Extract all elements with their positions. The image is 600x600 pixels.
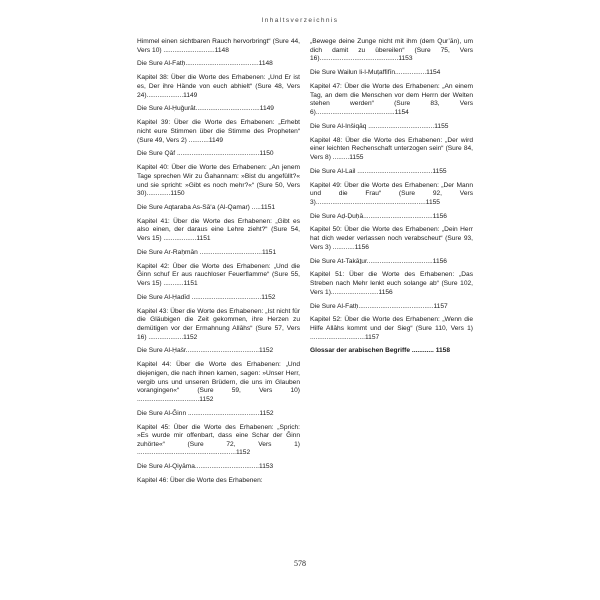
toc-entry: Kapitel 50: Über die Worte des Erhabenen: „Dein Herr hat dich weder verlassen noch verabscheut“ (Sure 93, Vers 3) ............1156	[310, 226, 473, 251]
toc-entry: Die Sure Al-Lail .........................................1155	[310, 167, 447, 175]
toc-entry: Himmel einen sichtbaren Rauch hervorbringt“ (Sure 44, Vers 10) ............................1148	[137, 38, 300, 54]
toc-entry: Kapitel 38: Über die Worte des Erhabenen: „Und Er ist es, Der ihre Hände von euch abhielt“ (Sure 48, Vers 24)....................1149	[137, 74, 300, 99]
toc-entry: Die Sure At-Takāṯur....................................1156	[310, 257, 447, 265]
toc-entry: „Bewege deine Zunge nicht mit ihm (dem Qur’ān), um dich damit zu übereilen“ (Sure 75, Vers 16)...........................................1153	[310, 38, 473, 63]
page-number: 578	[294, 559, 306, 568]
toc-entry: Kapitel 52: Über die Worte des Erhabenen: „Wenn die Hilfe Allāhs kommt und der Sieg“ (Sure 110, Vers 1) ..............................1157	[310, 316, 473, 341]
toc-entry: Die Sure Al-Qiyāma...................................1153	[137, 463, 274, 471]
toc-entry: Kapitel 39: Über die Worte des Erhabenen: „Erhebt nicht eure Stimmen über die Stimme des Propheten“ (Sure 49, Vers 2) ...........1149	[137, 119, 300, 144]
toc-entry: Die Sure Aqtaraba As-Sā‘a (Al-Qamar) .....1151	[137, 203, 276, 211]
toc-entry: Kapitel 44: Über die Worte des Erhabenen: „Und diejenigen, die nach ihnen kamen, sagen: »Unser Herr, vergib uns und unseren Brüdern, die uns im Glauben vorangingen«“ (Sure 59, Vers 10) ..................................1152	[137, 361, 300, 403]
toc-entry: Die Sure Al-Fatḥ.........................................1157	[310, 302, 448, 310]
running-header: Inhaltsverzeichnis	[261, 17, 339, 24]
toc-entry: Kapitel 43: Über die Worte des Erhabenen: „Ist nicht für die Gläubigen die Zeit gekommen, ihre Herzen zu demütigen vor der Ermahnung Allāhs“ (Sure 57, Vers 16) ...................1152	[137, 307, 300, 341]
toc-entry: Kapitel 45: Über die Worte des Erhabenen: „Sprich: »Es wurde mir offenbart, dass eine Schar der Ǧinn zuhörte«“ (Sure 72, Vers 1) ......................................................1152	[137, 423, 300, 457]
toc-entry: Die Sure Al-Ǧinn .......................................1152	[137, 409, 274, 417]
toc-entry: Die Sure Wailun li-l-Muṭaffifīn.................1154	[310, 69, 441, 77]
toc-entry: Die Sure Al-Inšiqāq ....................................1155	[310, 122, 449, 130]
toc-entry: Die Sure Al-Fatḥ........................................1148	[137, 60, 273, 68]
toc-entry: Kapitel 48: Über die Worte des Erhabenen: „Der wird einer leichten Rechenschaft unterzogen sein“ (Sure 84, Vers 8) .........1155	[310, 136, 473, 161]
toc-entry: Die Sure Al-Ḥašr........................................1152	[137, 347, 274, 355]
toc-entry: Die Sure Ar-Raḥmān ..................................1151	[137, 248, 277, 256]
toc-entry: Kapitel 41: Über die Worte des Erhabenen: „Gibt es also einen, der daraus eine Lehre zieht?“ (Sure 54, Vers 15) ..................1151	[137, 217, 300, 243]
toc-entry: Kapitel 46: Über die Worte des Erhabenen:	[137, 477, 263, 485]
toc-entry: Kapitel 51: Über die Worte des Erhabenen: „Das Streben nach Mehr lenkt euch solange ab“ (Sure 102, Vers 1)..........................1156	[310, 271, 473, 296]
toc-entry: Kapitel 42: Über die Worte des Erhabenen: „Und die Ǧinn schuf Er aus rauchloser Feuerflamme“ (Sure 55, Vers 15) ...........1151	[137, 262, 300, 288]
toc-entry: Kapitel 47: Über die Worte des Erhabenen: „An einem Tag, an dem die Menschen vor dem Herrn der Welten stehen werden“ (Sure 83, Vers 6)...........................................1154	[310, 82, 473, 116]
toc-entry-glossary: Glossar der arabischen Begriffe ............ 1158	[310, 347, 451, 355]
toc-entry: Die Sure Al-Ḥadīd ......................................1152	[137, 293, 276, 301]
toc-entry: Die Sure Aḍ-Ḍuḥā......................................1156	[310, 212, 447, 220]
toc-entry: Kapitel 40: Über die Worte des Erhabenen: „An jenem Tage sprechen Wir zu Ǧahannam: »Bist du angefüllt?« und sie spricht: »Gibt es noch mehr?«“ (Sure 50, Vers 30).............1150	[137, 164, 300, 198]
toc-column-left	[137, 38, 300, 491]
toc-entry: Kapitel 49: Über die Worte des Erhabenen: „Der Mann und die Frau“ (Sure 92, Vers 3)............................................................1155	[310, 181, 473, 206]
toc-column-right	[310, 38, 473, 361]
toc-entry: Die Sure Qāf .............................................1150	[137, 150, 274, 158]
toc-entry: Die Sure Al-Ḥuǧurāt...................................1149	[137, 105, 274, 113]
